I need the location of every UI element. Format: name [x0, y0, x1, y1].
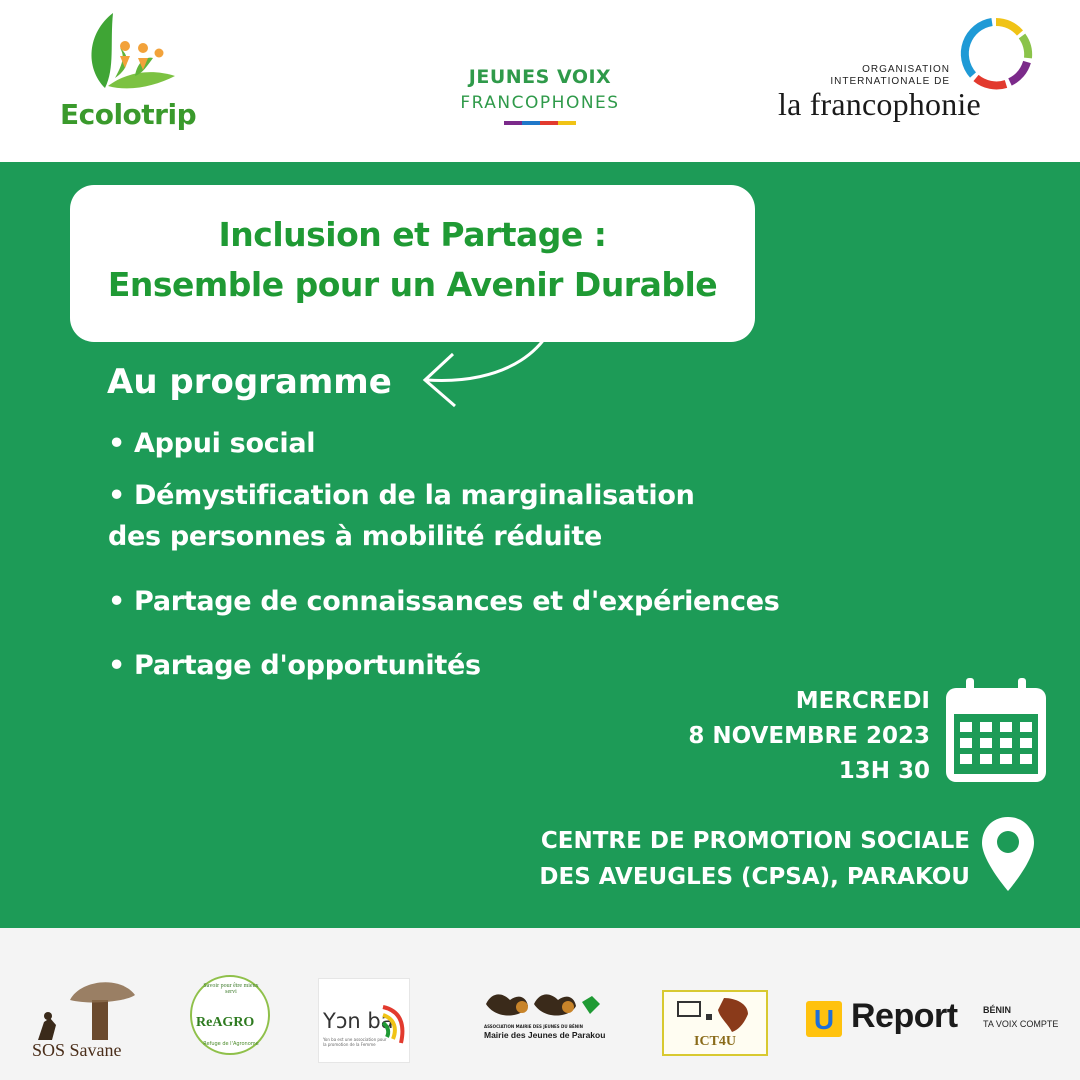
location-pin-icon [980, 815, 1036, 895]
location-line-1: CENTRE DE PROMOTION SOCIALE [540, 828, 970, 854]
buffalo-icon [482, 992, 607, 1022]
reagro-logo [190, 975, 275, 1065]
oif-wordmark: la francophonie [778, 86, 981, 122]
reagro-name: ReAGRO [196, 1015, 255, 1030]
ict4u-logo [662, 990, 768, 1056]
sos-savane-logo [30, 970, 140, 1065]
leaf-icon [75, 8, 195, 98]
jvf-line1: JEUNES VOIX [468, 66, 612, 88]
curved-arrow-icon [415, 290, 575, 415]
ecolotrip-logo [55, 8, 215, 133]
ureport-logo [806, 995, 1059, 1045]
mairie-jeunes-parakou-logo [482, 992, 607, 1052]
jeunes-voix-francophones-logo [440, 66, 640, 125]
event-date [688, 684, 930, 789]
oif-ring-icon [958, 16, 1034, 92]
location-line-2: DES AVEUGLES (CPSA), PARAKOU [539, 864, 970, 890]
calendar-icon [940, 676, 1052, 788]
baobab-tree-icon [30, 970, 140, 1042]
title-card [70, 185, 755, 342]
title-line-1: Inclusion et Partage : [218, 215, 607, 254]
event-time: 13H 30 [838, 758, 930, 784]
event-date-text: 8 NOVEMBRE 2023 [688, 723, 930, 749]
yonba-logo [318, 978, 410, 1063]
oif-logo [778, 16, 1038, 131]
ureport-wordmark: Report [851, 997, 958, 1035]
event-day: MERCREDI [795, 688, 930, 714]
sos-savane-name: SOS Savane [32, 1040, 122, 1060]
header-bar [0, 0, 1080, 162]
jvf-line2: FRANCOPHONES [460, 93, 620, 113]
yonba-flag-icon [381, 1005, 407, 1045]
program-item: • Démystification de la marginalisation [108, 480, 695, 511]
title-line-2: Ensemble pour un Avenir Durable [107, 265, 718, 304]
ecolotrip-wordmark: Ecolotrip [60, 98, 197, 131]
program-item: • Partage de connaissances et d'expériences [108, 586, 780, 617]
ureport-u-icon: U [806, 1001, 842, 1037]
oif-small-text: ORGANISATION INTERNATIONALE DE [830, 64, 950, 87]
mairie-association-text: ASSOCIATION MAIRIE DES JEUNES DU BÉNIN [484, 1024, 583, 1029]
program-heading: Au programme [107, 362, 392, 402]
ureport-country: BÉNIN [983, 1005, 1012, 1015]
reagro-subtitle: Refuge de l'Agronome [203, 1041, 259, 1047]
program-item-continued: des personnes à mobilité réduite [108, 521, 602, 552]
mairie-name: Mairie des Jeunes de Parakou [484, 1030, 606, 1040]
ict4u-name: ICT4U [694, 1034, 737, 1049]
program-item: • Appui social [108, 428, 316, 459]
yonba-name: Yɔn ba [323, 1009, 394, 1033]
program-item: • Partage d'opportunités [108, 650, 481, 681]
event-location [539, 823, 970, 895]
africa-computer-icon [674, 996, 760, 1034]
ureport-tagline: TA VOIX COMPTE [983, 1019, 1059, 1029]
yonba-tagline: Yon ba est une association pour la promotion de la Femme [323, 1037, 387, 1047]
jvf-color-bar [504, 121, 576, 125]
reagro-motto: Savoir pour être mieux servi [203, 983, 259, 995]
